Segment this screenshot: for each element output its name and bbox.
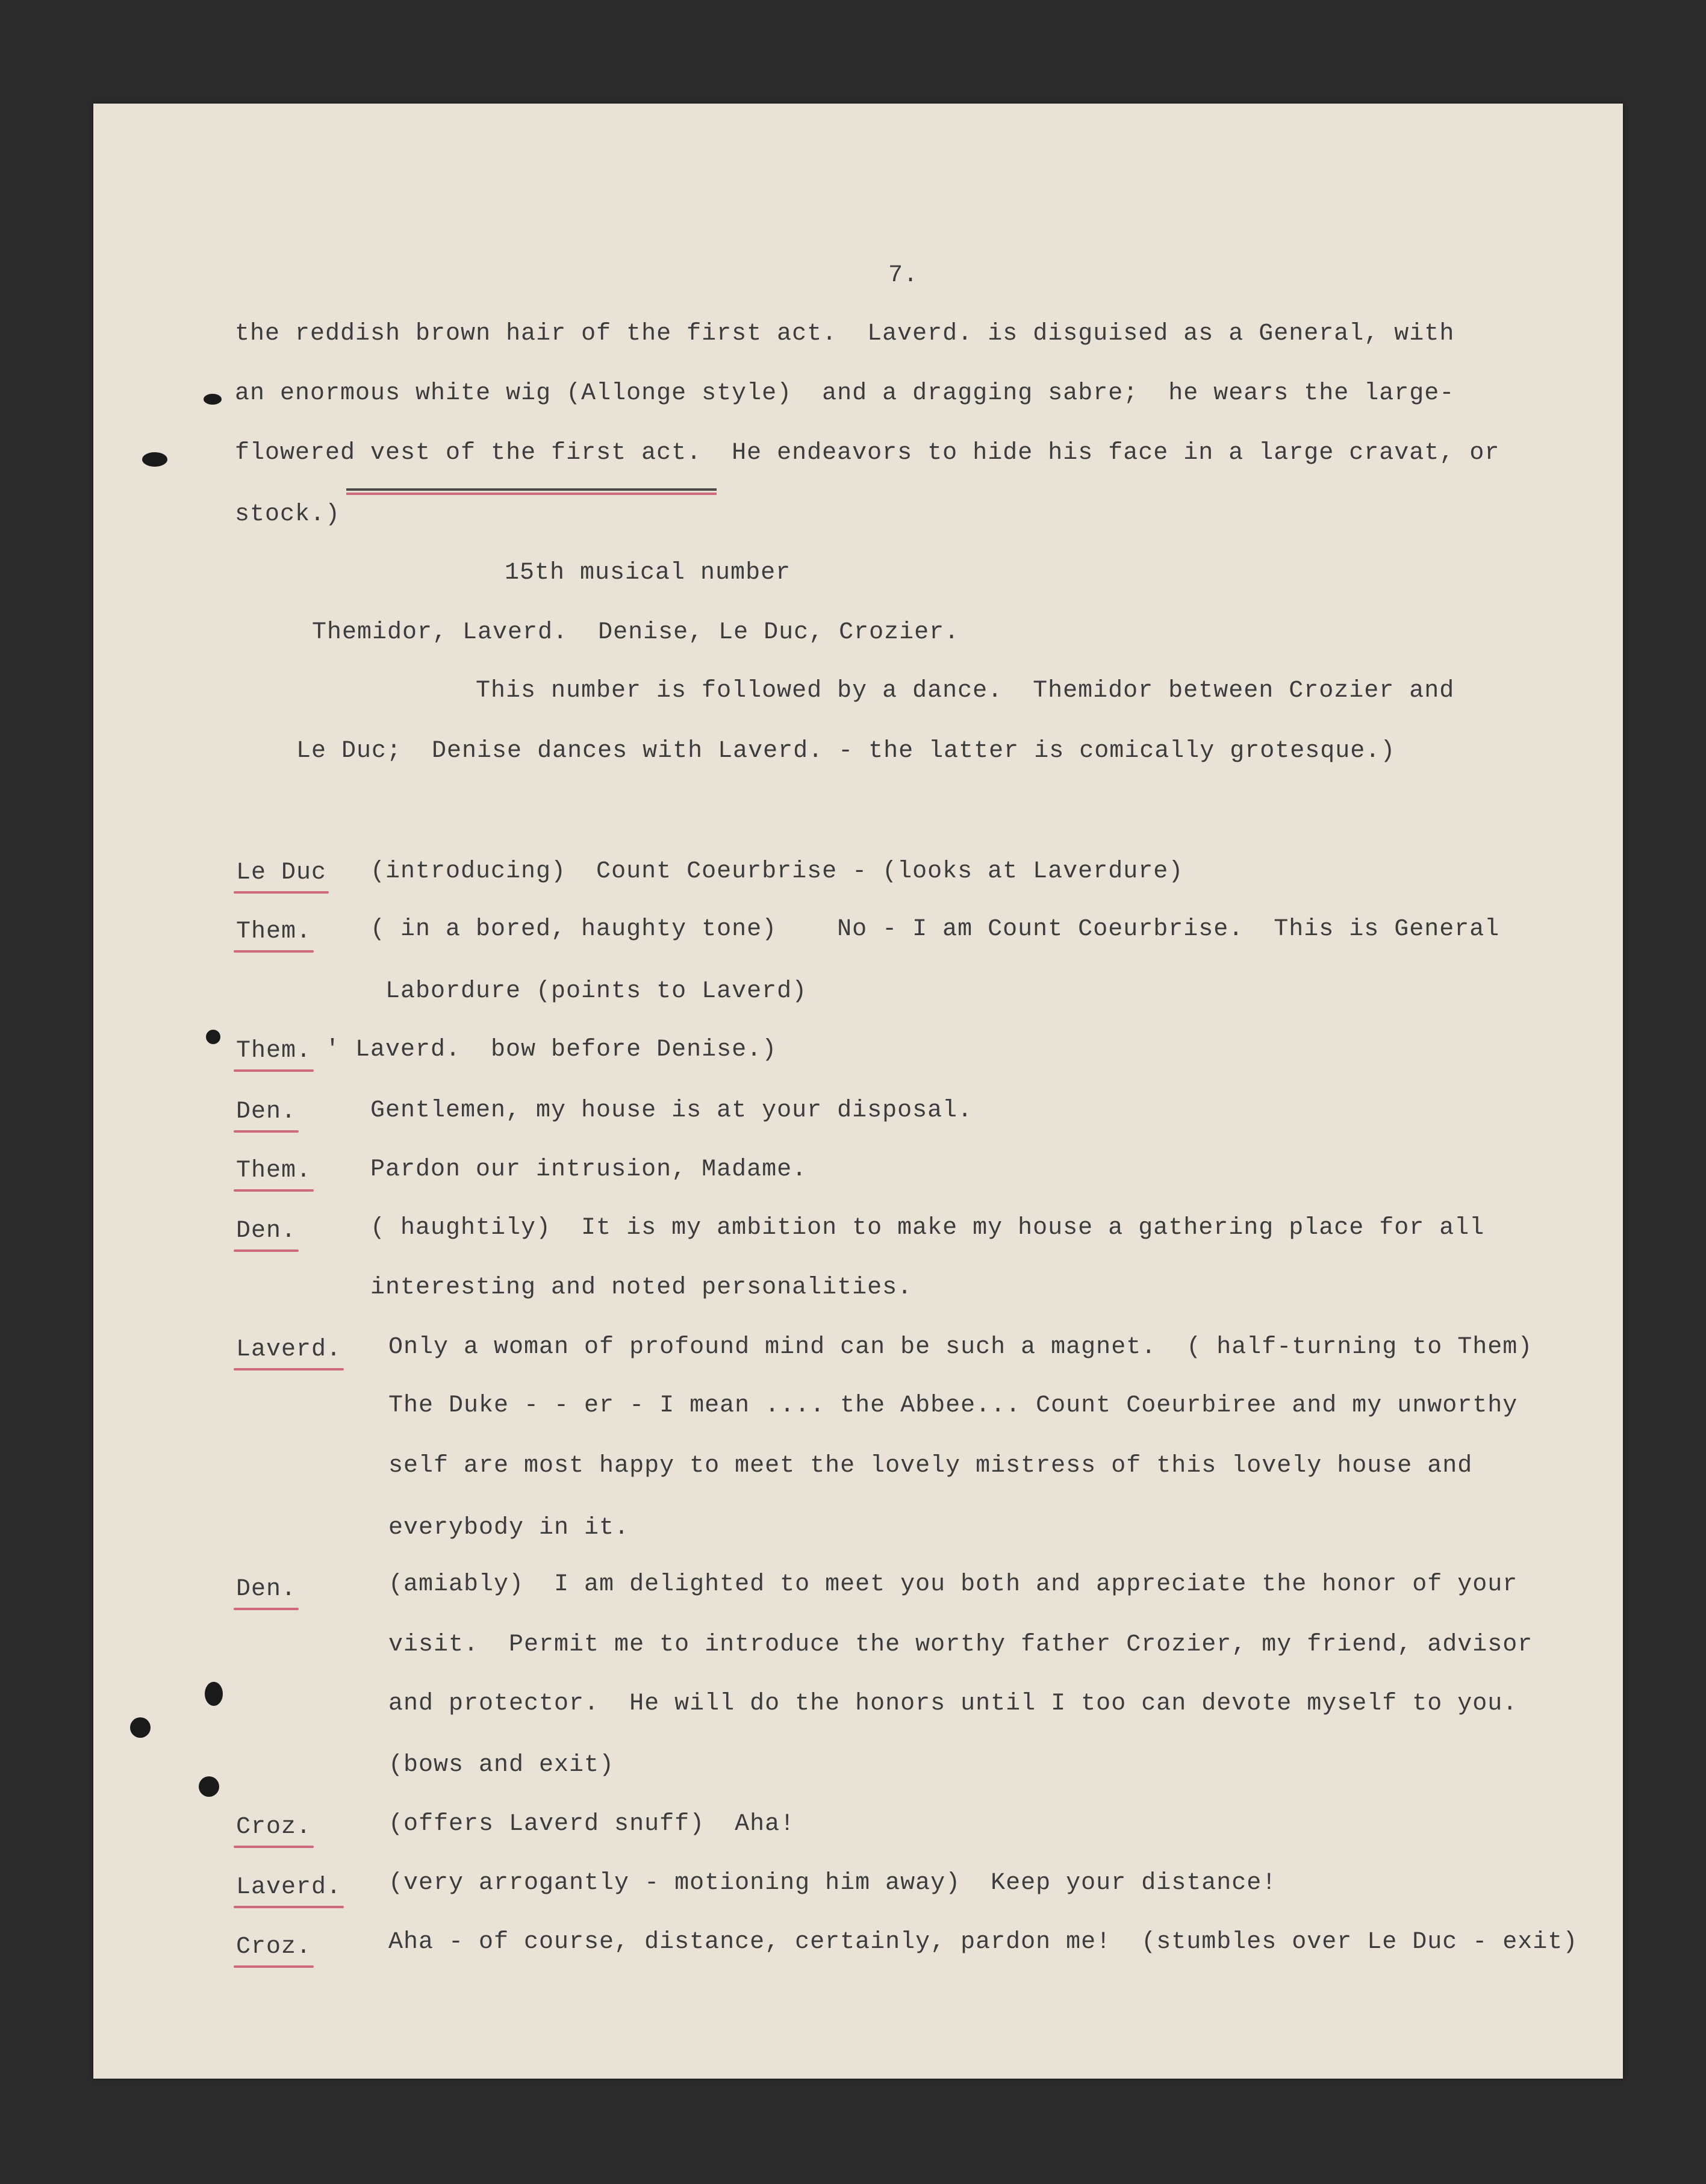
page-number: 7.: [888, 262, 919, 289]
speaker-name: Den.: [236, 1098, 297, 1125]
stage-direction-line: Le Duc; Denise dances with Laverd. - the latter is comically grotesque.): [296, 738, 1396, 765]
dialogue-line: ( in a bored, haughty tone) No - I am Count Coeurbrise. This is General: [370, 916, 1500, 943]
intro-line: an enormous white wig (Allonge style) and a dragging sabre; he wears the large-: [235, 380, 1455, 407]
punch-hole: [130, 1717, 151, 1738]
speaker-name: Them.: [236, 1157, 312, 1184]
dialogue-line: ( haughtily) It is my ambition to make my house a gathering place for all: [370, 1215, 1485, 1242]
dialogue-line: (introducing) Count Coeurbrise - (looks at Laverdure): [370, 858, 1184, 885]
stage-direction-line: This number is followed by a dance. Themidor between Crozier and: [476, 677, 1455, 705]
dialogue-line: Gentlemen, my house is at your disposal.: [370, 1097, 973, 1124]
speaker-name: Den.: [236, 1218, 297, 1245]
punch-hole: [142, 452, 167, 467]
intro-line: the reddish brown hair of the first act. Laverd. is disguised as a General, with: [235, 320, 1455, 347]
heading-underline: [346, 488, 717, 491]
dialogue-line: Only a woman of profound mind can be such a magnet. ( half-turning to Them): [388, 1334, 1533, 1361]
punch-hole: [205, 1682, 223, 1706]
intro-line: stock.): [235, 501, 341, 528]
speaker-name: Laverd.: [236, 1874, 342, 1901]
dialogue-line: (very arrogantly - motioning him away) Keep your distance!: [388, 1870, 1277, 1897]
intro-line: flowered vest of the first act. He endeavors to hide his face in a large cravat, or: [235, 440, 1500, 467]
musical-number-heading: 15th musical number: [505, 559, 791, 586]
punch-hole: [199, 1776, 219, 1797]
dialogue-line: ' Laverd. bow before Denise.): [325, 1036, 777, 1063]
dialogue-line: Pardon our intrusion, Madame.: [370, 1156, 808, 1183]
dialogue-line: and protector. He will do the honors until I too can devote myself to you.: [388, 1690, 1518, 1717]
speaker-name: Le Duc: [236, 859, 327, 886]
punch-hole: [206, 1030, 220, 1044]
dialogue-line: Aha - of course, distance, certainly, pardon me! (stumbles over Le Duc - exit): [388, 1929, 1578, 1956]
cast-line: Themidor, Laverd. Denise, Le Duc, Crozier.: [312, 619, 960, 646]
dialogue-line: interesting and noted personalities.: [370, 1274, 913, 1301]
dialogue-line: Labordure (points to Laverd): [385, 978, 808, 1005]
punch-hole: [204, 394, 222, 405]
dialogue-line: self are most happy to meet the lovely mistress of this lovely house and: [388, 1452, 1473, 1479]
speaker-name: Den.: [236, 1576, 297, 1603]
heading-underline-red: [346, 493, 717, 495]
dialogue-line: visit. Permit me to introduce the worthy father Crozier, my friend, advisor: [388, 1631, 1533, 1658]
speaker-name: Them.: [236, 1038, 312, 1065]
speaker-name: Laverd.: [236, 1336, 342, 1363]
speaker-name: Croz.: [236, 1934, 312, 1961]
speaker-name: Them.: [236, 918, 312, 945]
dialogue-line: (amiably) I am delighted to meet you both and appreciate the honor of your: [388, 1571, 1518, 1598]
dialogue-line: (bows and exit): [388, 1752, 615, 1779]
speaker-name: Croz.: [236, 1814, 312, 1841]
dialogue-line: everybody in it.: [388, 1514, 630, 1542]
dialogue-line: (offers Laverd snuff) Aha!: [388, 1811, 795, 1838]
dialogue-line: The Duke - - er - I mean .... the Abbee... Count Coeurbiree and my unworthy: [388, 1392, 1518, 1419]
